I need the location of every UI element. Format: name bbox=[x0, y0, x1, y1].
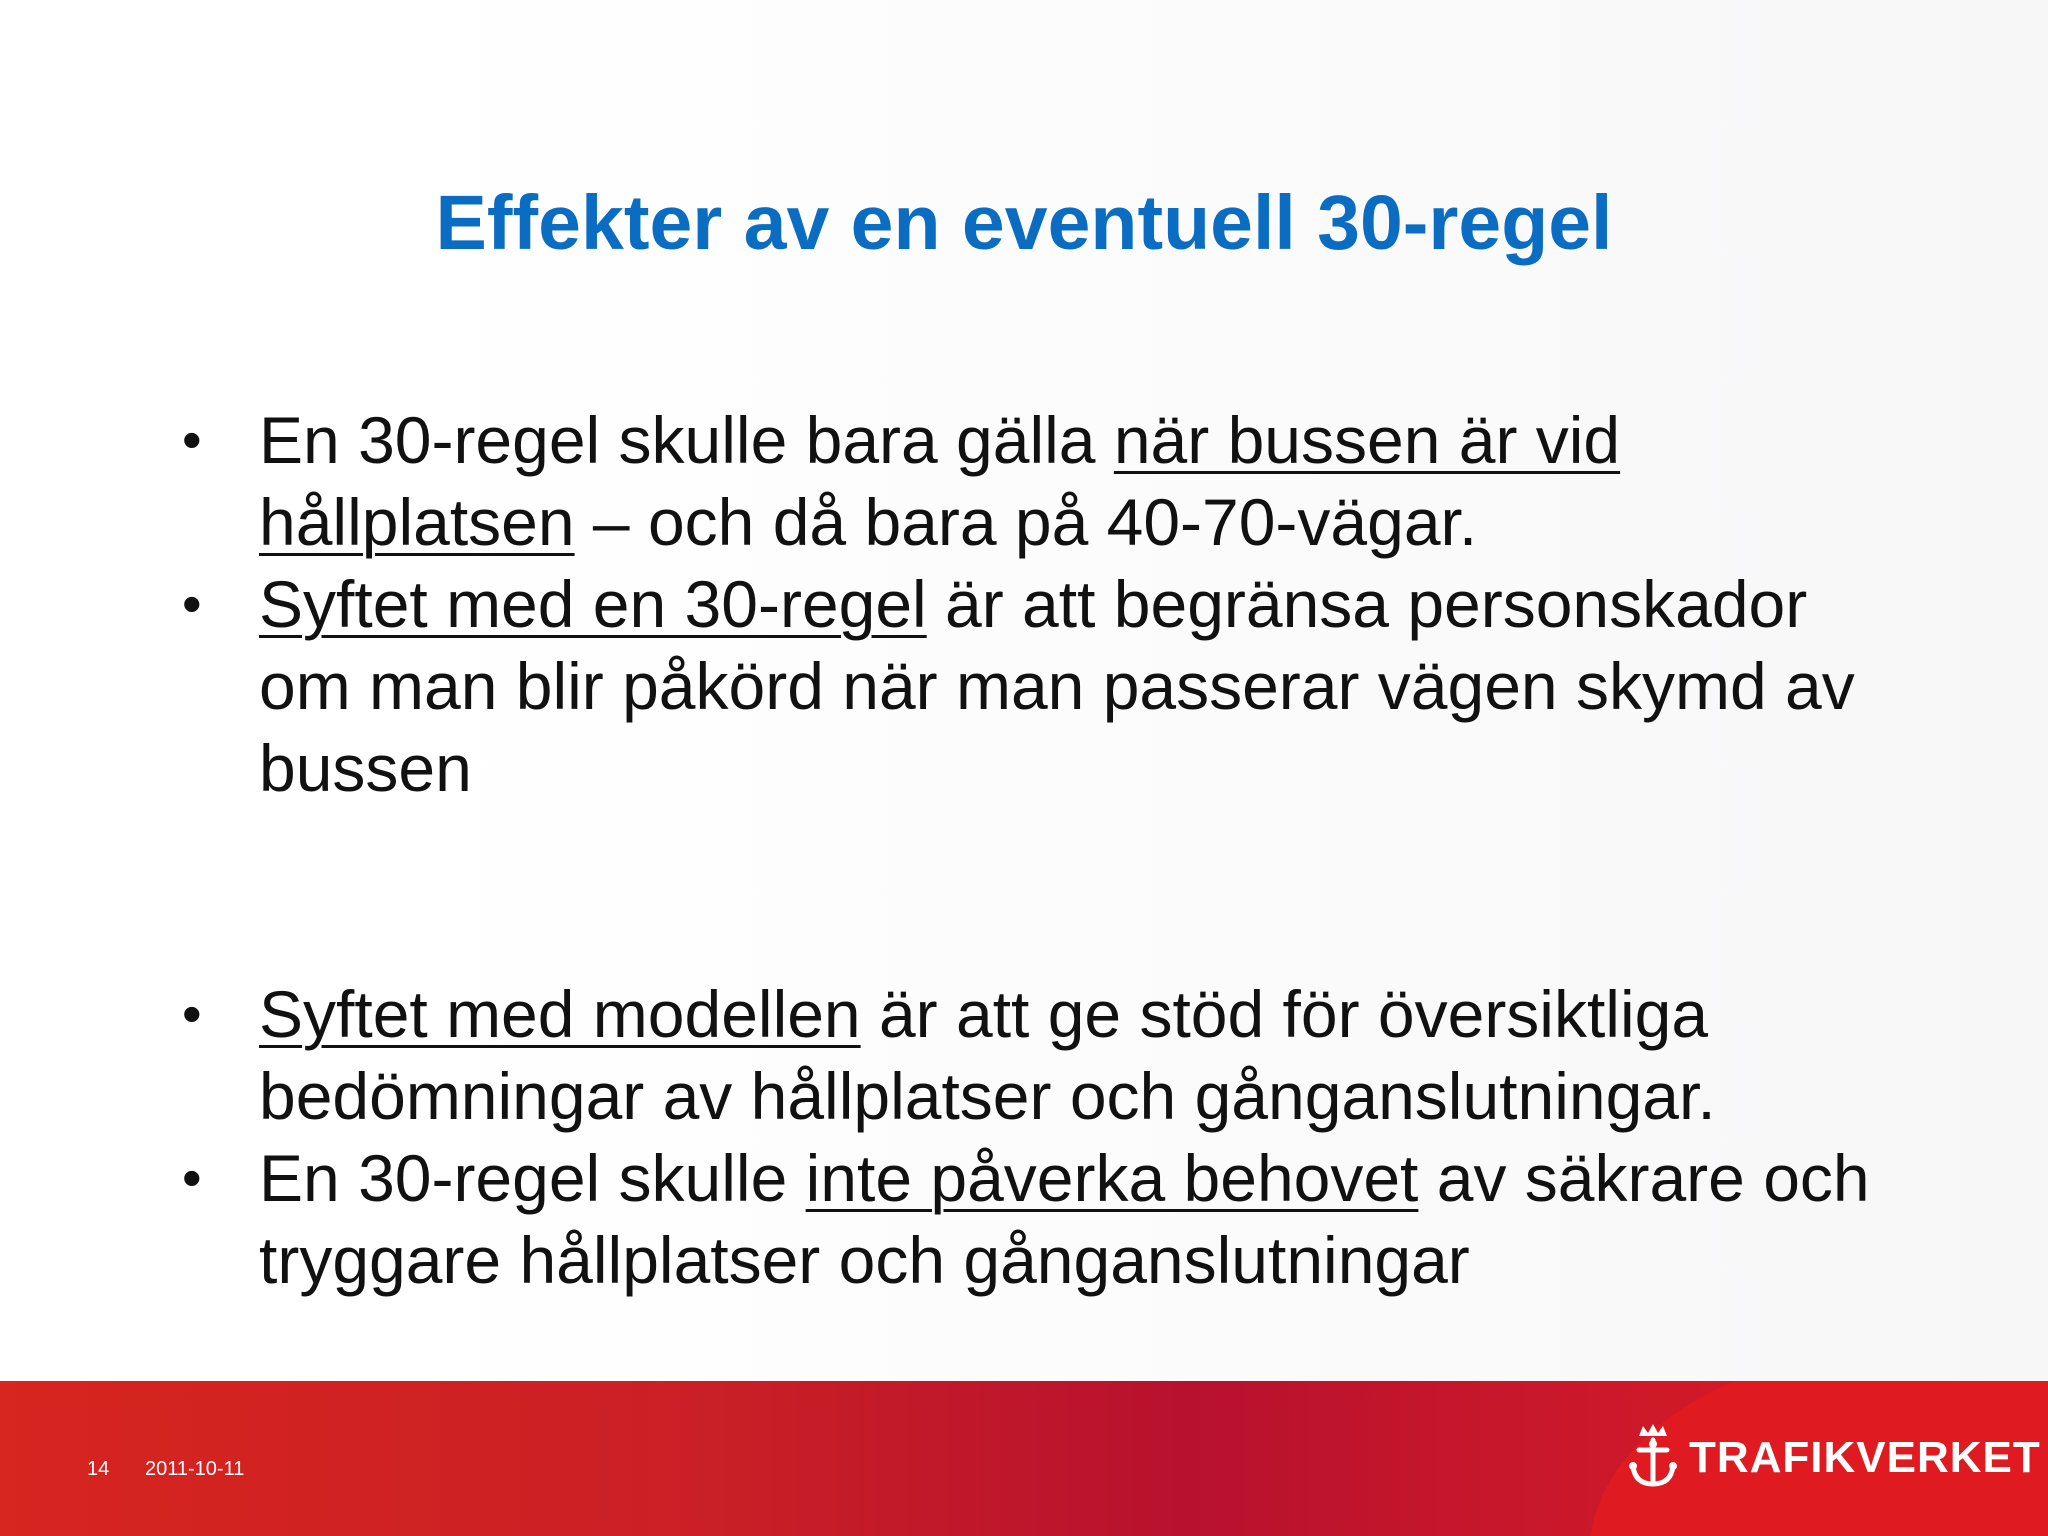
trafikverket-crown-anchor-icon bbox=[1625, 1420, 1681, 1497]
bullet-text: är att begränsa personskador om man blir påkörd när man passerar vägen skymd av bussen bbox=[259, 567, 1855, 805]
bullet-text: En 30-regel skulle bbox=[259, 1141, 806, 1215]
bullet-underlined-text: Syftet med modellen bbox=[259, 977, 861, 1051]
bullet-underlined-text: Syftet med en 30-regel bbox=[259, 567, 927, 641]
trafikverket-logo bbox=[1625, 1420, 2041, 1496]
bullet-dot: • bbox=[182, 982, 202, 1045]
bullet-item bbox=[180, 973, 1900, 1137]
bullet-spacer bbox=[180, 809, 1900, 973]
bullet-item bbox=[180, 399, 1900, 563]
bullet-text: En 30-regel skulle bara gälla bbox=[259, 403, 1114, 477]
bullet-dot: • bbox=[182, 1146, 202, 1209]
bullet-dot: • bbox=[182, 572, 202, 635]
bullet-list bbox=[180, 399, 1900, 1301]
page-number: 14 bbox=[87, 1458, 110, 1480]
bullet-text: av säkrare och tryggare hållplatser och gånganslutningar bbox=[259, 1141, 1870, 1297]
bullet-dot: • bbox=[182, 408, 202, 471]
logo-text: TRAFIKVERKET bbox=[1689, 1433, 2041, 1482]
bullet-underlined-text: inte påverka behovet bbox=[805, 1141, 1419, 1215]
bullet-item bbox=[180, 1137, 1900, 1301]
bullet-text: – och då bara på 40-70-vägar. bbox=[574, 485, 1478, 559]
bullet-text: är att ge stöd för översiktliga bedömningar av hållplatser och gånganslutningar. bbox=[259, 977, 1716, 1133]
bullet-item bbox=[180, 563, 1900, 809]
slide-date: 2011-10-11 bbox=[145, 1458, 245, 1480]
bullet-underlined-text: när bussen är vid hållplatsen bbox=[259, 403, 1621, 559]
slide-title: Effekter av en eventuell 30-regel bbox=[435, 180, 1613, 266]
